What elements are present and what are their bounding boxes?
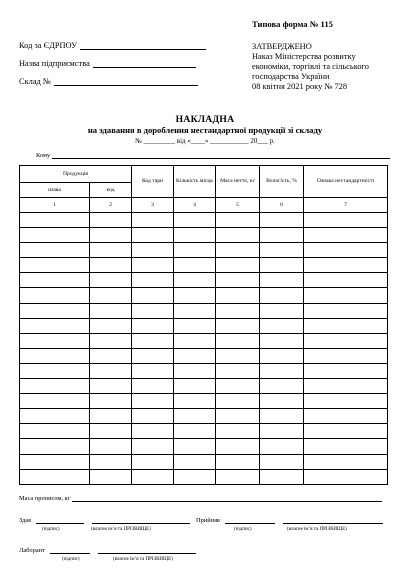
table-cell[interactable]	[20, 303, 90, 318]
table-cell[interactable]	[174, 288, 216, 303]
edrpou-line[interactable]	[80, 41, 206, 50]
enterprise-label: Назва підприємства	[19, 59, 90, 68]
table-cell[interactable]	[174, 469, 216, 484]
column-number: 4	[174, 198, 216, 213]
table-cell[interactable]	[132, 348, 174, 363]
approval-line: Наказ Міністерства розвитку	[252, 52, 356, 61]
table-cell[interactable]	[174, 439, 216, 454]
table-cell[interactable]	[132, 273, 174, 288]
table-cell[interactable]	[132, 439, 174, 454]
table-cell[interactable]	[260, 288, 304, 303]
table-cell[interactable]	[304, 243, 388, 258]
table-cell[interactable]	[20, 409, 90, 424]
table-row	[20, 348, 388, 363]
received-name-caption: (власне ім’я та ПРІЗВИЩЕ)	[287, 527, 347, 532]
table-row	[20, 228, 388, 243]
table-cell[interactable]	[174, 348, 216, 363]
lab-label: Лаборант	[19, 547, 45, 554]
warehouse-label: Склад №	[19, 77, 51, 86]
table-cell[interactable]	[132, 333, 174, 348]
humidity-header: Вологість, %	[260, 166, 304, 198]
table-row	[20, 394, 388, 409]
edrpou-label: Код за ЄДРПОУ	[19, 41, 78, 50]
table-cell[interactable]	[174, 303, 216, 318]
document-number-line: № _________ від «____» ___________ 20___ р.	[135, 137, 275, 145]
table-cell[interactable]	[216, 454, 260, 469]
table-cell[interactable]	[20, 213, 90, 228]
product-code-header: код	[90, 183, 132, 198]
mass-words-label: Маса прописом, кг	[19, 495, 71, 502]
table-cell[interactable]	[174, 213, 216, 228]
table-cell[interactable]	[260, 439, 304, 454]
table-cell[interactable]	[304, 318, 388, 333]
table-row	[20, 469, 388, 484]
received-signature-line[interactable]	[225, 516, 275, 524]
table-cell[interactable]	[304, 258, 388, 273]
table-cell[interactable]	[174, 409, 216, 424]
table-cell[interactable]	[304, 303, 388, 318]
table-cell[interactable]	[20, 348, 90, 363]
document-subtitle: на здавання в доробления нестандартної продукції зі складу	[87, 125, 323, 135]
table-cell[interactable]	[132, 409, 174, 424]
recipient-field	[36, 151, 390, 159]
handed-name-caption: (власне ім’я та ПРІЗВИЩЕ)	[91, 527, 151, 532]
table-cell[interactable]	[90, 258, 132, 273]
table-cell[interactable]	[20, 288, 90, 303]
table-cell[interactable]	[260, 409, 304, 424]
table-cell[interactable]	[216, 348, 260, 363]
handed-signature-line[interactable]	[36, 516, 84, 524]
table-cell[interactable]	[216, 213, 260, 228]
table-cell[interactable]	[260, 333, 304, 348]
table-cell[interactable]	[90, 454, 132, 469]
table-cell[interactable]	[304, 273, 388, 288]
table-cell[interactable]	[216, 469, 260, 484]
table-row	[20, 363, 388, 378]
column-number: 2	[90, 198, 132, 213]
table-cell[interactable]	[20, 258, 90, 273]
table-cell[interactable]	[260, 318, 304, 333]
tare-code-header: Код тари	[132, 166, 174, 198]
column-number: 3	[132, 198, 174, 213]
table-cell[interactable]	[90, 333, 132, 348]
table-cell[interactable]	[304, 469, 388, 484]
received-field	[196, 516, 383, 524]
table-cell[interactable]	[174, 363, 216, 378]
table-row	[20, 288, 388, 303]
table-row	[20, 379, 388, 394]
table-cell[interactable]	[20, 228, 90, 243]
table-cell[interactable]	[216, 258, 260, 273]
table-row	[20, 318, 388, 333]
table-cell[interactable]	[132, 394, 174, 409]
table-cell[interactable]	[304, 439, 388, 454]
table-cell[interactable]	[304, 348, 388, 363]
places-header: Кількість місць	[174, 166, 216, 198]
table-cell[interactable]	[304, 213, 388, 228]
column-number: 1	[20, 198, 90, 213]
table-cell[interactable]	[20, 333, 90, 348]
table-cell[interactable]	[174, 228, 216, 243]
table-row	[20, 409, 388, 424]
table-cell[interactable]	[304, 454, 388, 469]
table-cell[interactable]	[174, 243, 216, 258]
table-cell[interactable]	[90, 213, 132, 228]
table-row	[20, 303, 388, 318]
table-cell[interactable]	[132, 363, 174, 378]
handed-label: Здав	[19, 517, 32, 524]
column-number: 6	[260, 198, 304, 213]
goods-table	[19, 165, 388, 485]
handed-field	[19, 516, 190, 524]
table-cell[interactable]	[20, 363, 90, 378]
received-signature-caption: (підпис)	[234, 527, 252, 532]
table-cell[interactable]	[260, 469, 304, 484]
table-cell[interactable]	[216, 228, 260, 243]
table-cell[interactable]	[20, 394, 90, 409]
table-row	[20, 213, 388, 228]
table-cell[interactable]	[90, 303, 132, 318]
lab-name-line[interactable]	[98, 546, 196, 554]
lab-signature-caption: (підпис)	[62, 557, 80, 562]
table-row	[20, 258, 388, 273]
table-cell[interactable]	[260, 379, 304, 394]
warehouse-line[interactable]	[54, 77, 198, 86]
table-cell[interactable]	[260, 363, 304, 378]
table-cell[interactable]	[260, 258, 304, 273]
lab-field	[19, 546, 196, 554]
column-number: 5	[216, 198, 260, 213]
table-cell[interactable]	[132, 318, 174, 333]
table-cell[interactable]	[260, 273, 304, 288]
enterprise-field	[19, 59, 196, 68]
table-cell[interactable]	[216, 303, 260, 318]
table-cell[interactable]	[174, 333, 216, 348]
table-cell[interactable]	[90, 424, 132, 439]
table-cell[interactable]	[216, 379, 260, 394]
received-label: Прийняв	[196, 517, 221, 524]
table-cell[interactable]	[304, 424, 388, 439]
table-cell[interactable]	[132, 213, 174, 228]
product-header: Продукція	[20, 166, 132, 183]
approval-line: 08 квітня 2021 року № 728	[252, 82, 348, 91]
table-cell[interactable]	[90, 288, 132, 303]
table-cell[interactable]	[304, 409, 388, 424]
recipient-label: Кому	[36, 152, 51, 159]
table-cell[interactable]	[132, 258, 174, 273]
table-cell[interactable]	[20, 439, 90, 454]
table-cell[interactable]	[20, 273, 90, 288]
mass-words-field	[19, 494, 382, 502]
table-row	[20, 273, 388, 288]
table-cell[interactable]	[216, 243, 260, 258]
table-cell[interactable]	[132, 424, 174, 439]
table-cell[interactable]	[132, 228, 174, 243]
table-cell[interactable]	[216, 333, 260, 348]
product-name-header: назва	[20, 183, 90, 198]
nonstandard-header: Ознака нестандартності	[304, 166, 388, 198]
table-cell[interactable]	[216, 424, 260, 439]
table-cell[interactable]	[90, 228, 132, 243]
table-cell[interactable]	[90, 318, 132, 333]
table-cell[interactable]	[174, 273, 216, 288]
handed-signature-caption: (підпис)	[42, 527, 60, 532]
table-cell[interactable]	[216, 273, 260, 288]
table-cell[interactable]	[90, 348, 132, 363]
approval-line: ЗАТВЕРДЖЕНО	[252, 42, 312, 51]
table-cell[interactable]	[304, 288, 388, 303]
table-cell[interactable]	[260, 454, 304, 469]
table-row	[20, 333, 388, 348]
mass-words-line[interactable]	[72, 494, 382, 502]
enterprise-line[interactable]	[93, 59, 196, 68]
table-cell[interactable]	[90, 243, 132, 258]
table-cell[interactable]	[20, 379, 90, 394]
table-cell[interactable]	[90, 363, 132, 378]
table-cell[interactable]	[216, 288, 260, 303]
table-cell[interactable]	[20, 318, 90, 333]
document-title: НАКЛАДНА	[175, 114, 235, 125]
table-cell[interactable]	[174, 318, 216, 333]
table-cell[interactable]	[90, 439, 132, 454]
table-cell[interactable]	[132, 288, 174, 303]
edrpou-field	[19, 41, 206, 50]
table-cell[interactable]	[260, 394, 304, 409]
table-cell[interactable]	[90, 379, 132, 394]
table-cell[interactable]	[304, 363, 388, 378]
table-cell[interactable]	[132, 303, 174, 318]
approval-line: економіки, торгівлі та сільського	[252, 62, 369, 71]
table-cell[interactable]	[304, 379, 388, 394]
lab-signature-line[interactable]	[50, 546, 90, 554]
table-cell[interactable]	[20, 469, 90, 484]
table-cell[interactable]	[132, 243, 174, 258]
table-row	[20, 424, 388, 439]
table-cell[interactable]	[20, 454, 90, 469]
table-cell[interactable]	[216, 363, 260, 378]
table-cell[interactable]	[174, 379, 216, 394]
table-cell[interactable]	[90, 469, 132, 484]
table-cell[interactable]	[216, 318, 260, 333]
table-cell[interactable]	[20, 424, 90, 439]
table-cell[interactable]	[132, 469, 174, 484]
table-cell[interactable]	[304, 333, 388, 348]
table-cell[interactable]	[174, 454, 216, 469]
table-cell[interactable]	[260, 348, 304, 363]
table-cell[interactable]	[174, 394, 216, 409]
table-cell[interactable]	[260, 303, 304, 318]
approval-block	[252, 42, 369, 92]
table-cell[interactable]	[174, 258, 216, 273]
table-row	[20, 439, 388, 454]
table-cell[interactable]	[260, 424, 304, 439]
table-cell[interactable]	[216, 394, 260, 409]
table-cell[interactable]	[90, 394, 132, 409]
net-mass-header: Маса нетто, кг	[216, 166, 260, 198]
table-cell[interactable]	[90, 409, 132, 424]
table-cell[interactable]	[304, 228, 388, 243]
table-cell[interactable]	[132, 454, 174, 469]
warehouse-field	[19, 77, 198, 86]
table-row	[20, 454, 388, 469]
recipient-line[interactable]	[52, 151, 390, 159]
table-cell[interactable]	[132, 379, 174, 394]
handed-name-line[interactable]	[92, 516, 190, 524]
table-cell[interactable]	[174, 424, 216, 439]
column-number: 7	[304, 198, 388, 213]
table-cell[interactable]	[20, 243, 90, 258]
table-cell[interactable]	[260, 243, 304, 258]
table-cell[interactable]	[90, 273, 132, 288]
form-number: Типова форма № 115	[252, 19, 333, 29]
lab-name-caption: (власне ім’я та ПРІЗВИЩЕ)	[113, 557, 173, 562]
table-cell[interactable]	[304, 394, 388, 409]
table-row	[20, 243, 388, 258]
table-cell[interactable]	[216, 409, 260, 424]
received-name-line[interactable]	[283, 516, 383, 524]
table-cell[interactable]	[260, 228, 304, 243]
approval-line: господарства України	[252, 72, 330, 81]
table-cell[interactable]	[216, 439, 260, 454]
table-cell[interactable]	[260, 213, 304, 228]
